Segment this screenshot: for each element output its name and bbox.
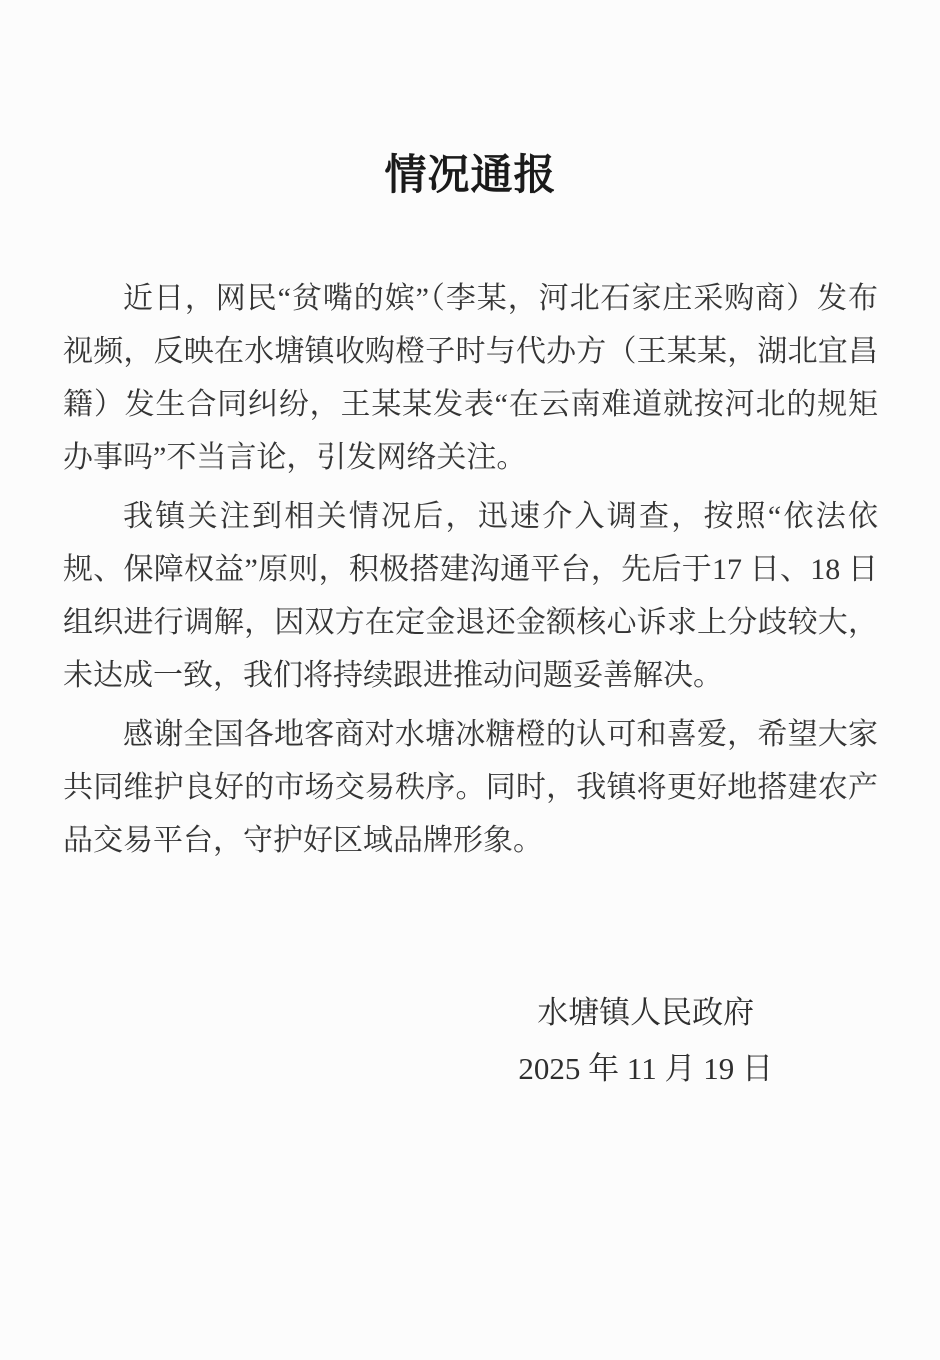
notice-paragraph-1: 近日，网民“贫嘴的嫔”（李某，河北石家庄采购商）发布视频，反映在水塘镇收购橙子时与代办方（王某某，湖北宜昌籍）发生合同纠纷，王某某发表“在云南难道就按河北的规矩办事吗”不当言论，引发网络关注。 bbox=[63, 282, 878, 474]
page-title: 情况通报 bbox=[384, 153, 557, 199]
notice-paragraph-3: 感谢全国各地客商对水塘冰糖橙的认可和喜爱，希望大家共同维护良好的市场交易秩序。同时，我镇将更好地搭建农产品交易平台，守护好区域品牌形象。 bbox=[63, 718, 878, 857]
notice-paragraph-2: 我镇关注到相关情况后，迅速介入调查，按照“依法依规、保障权益”原则，积极搭建沟通平台，先后于17 日、18 日组织进行调解，因双方在定金退还金额核心诉求上分歧较大，未达成一致，我们将持续跟进推动问题妥善解决。 bbox=[63, 500, 878, 692]
signature-block bbox=[518, 985, 773, 1097]
signature-area bbox=[63, 873, 878, 1097]
issue-date: 2025 年 11 月 19 日 bbox=[518, 1051, 773, 1086]
notice-body bbox=[63, 272, 878, 867]
issuer-name: 水塘镇人民政府 bbox=[537, 995, 755, 1030]
